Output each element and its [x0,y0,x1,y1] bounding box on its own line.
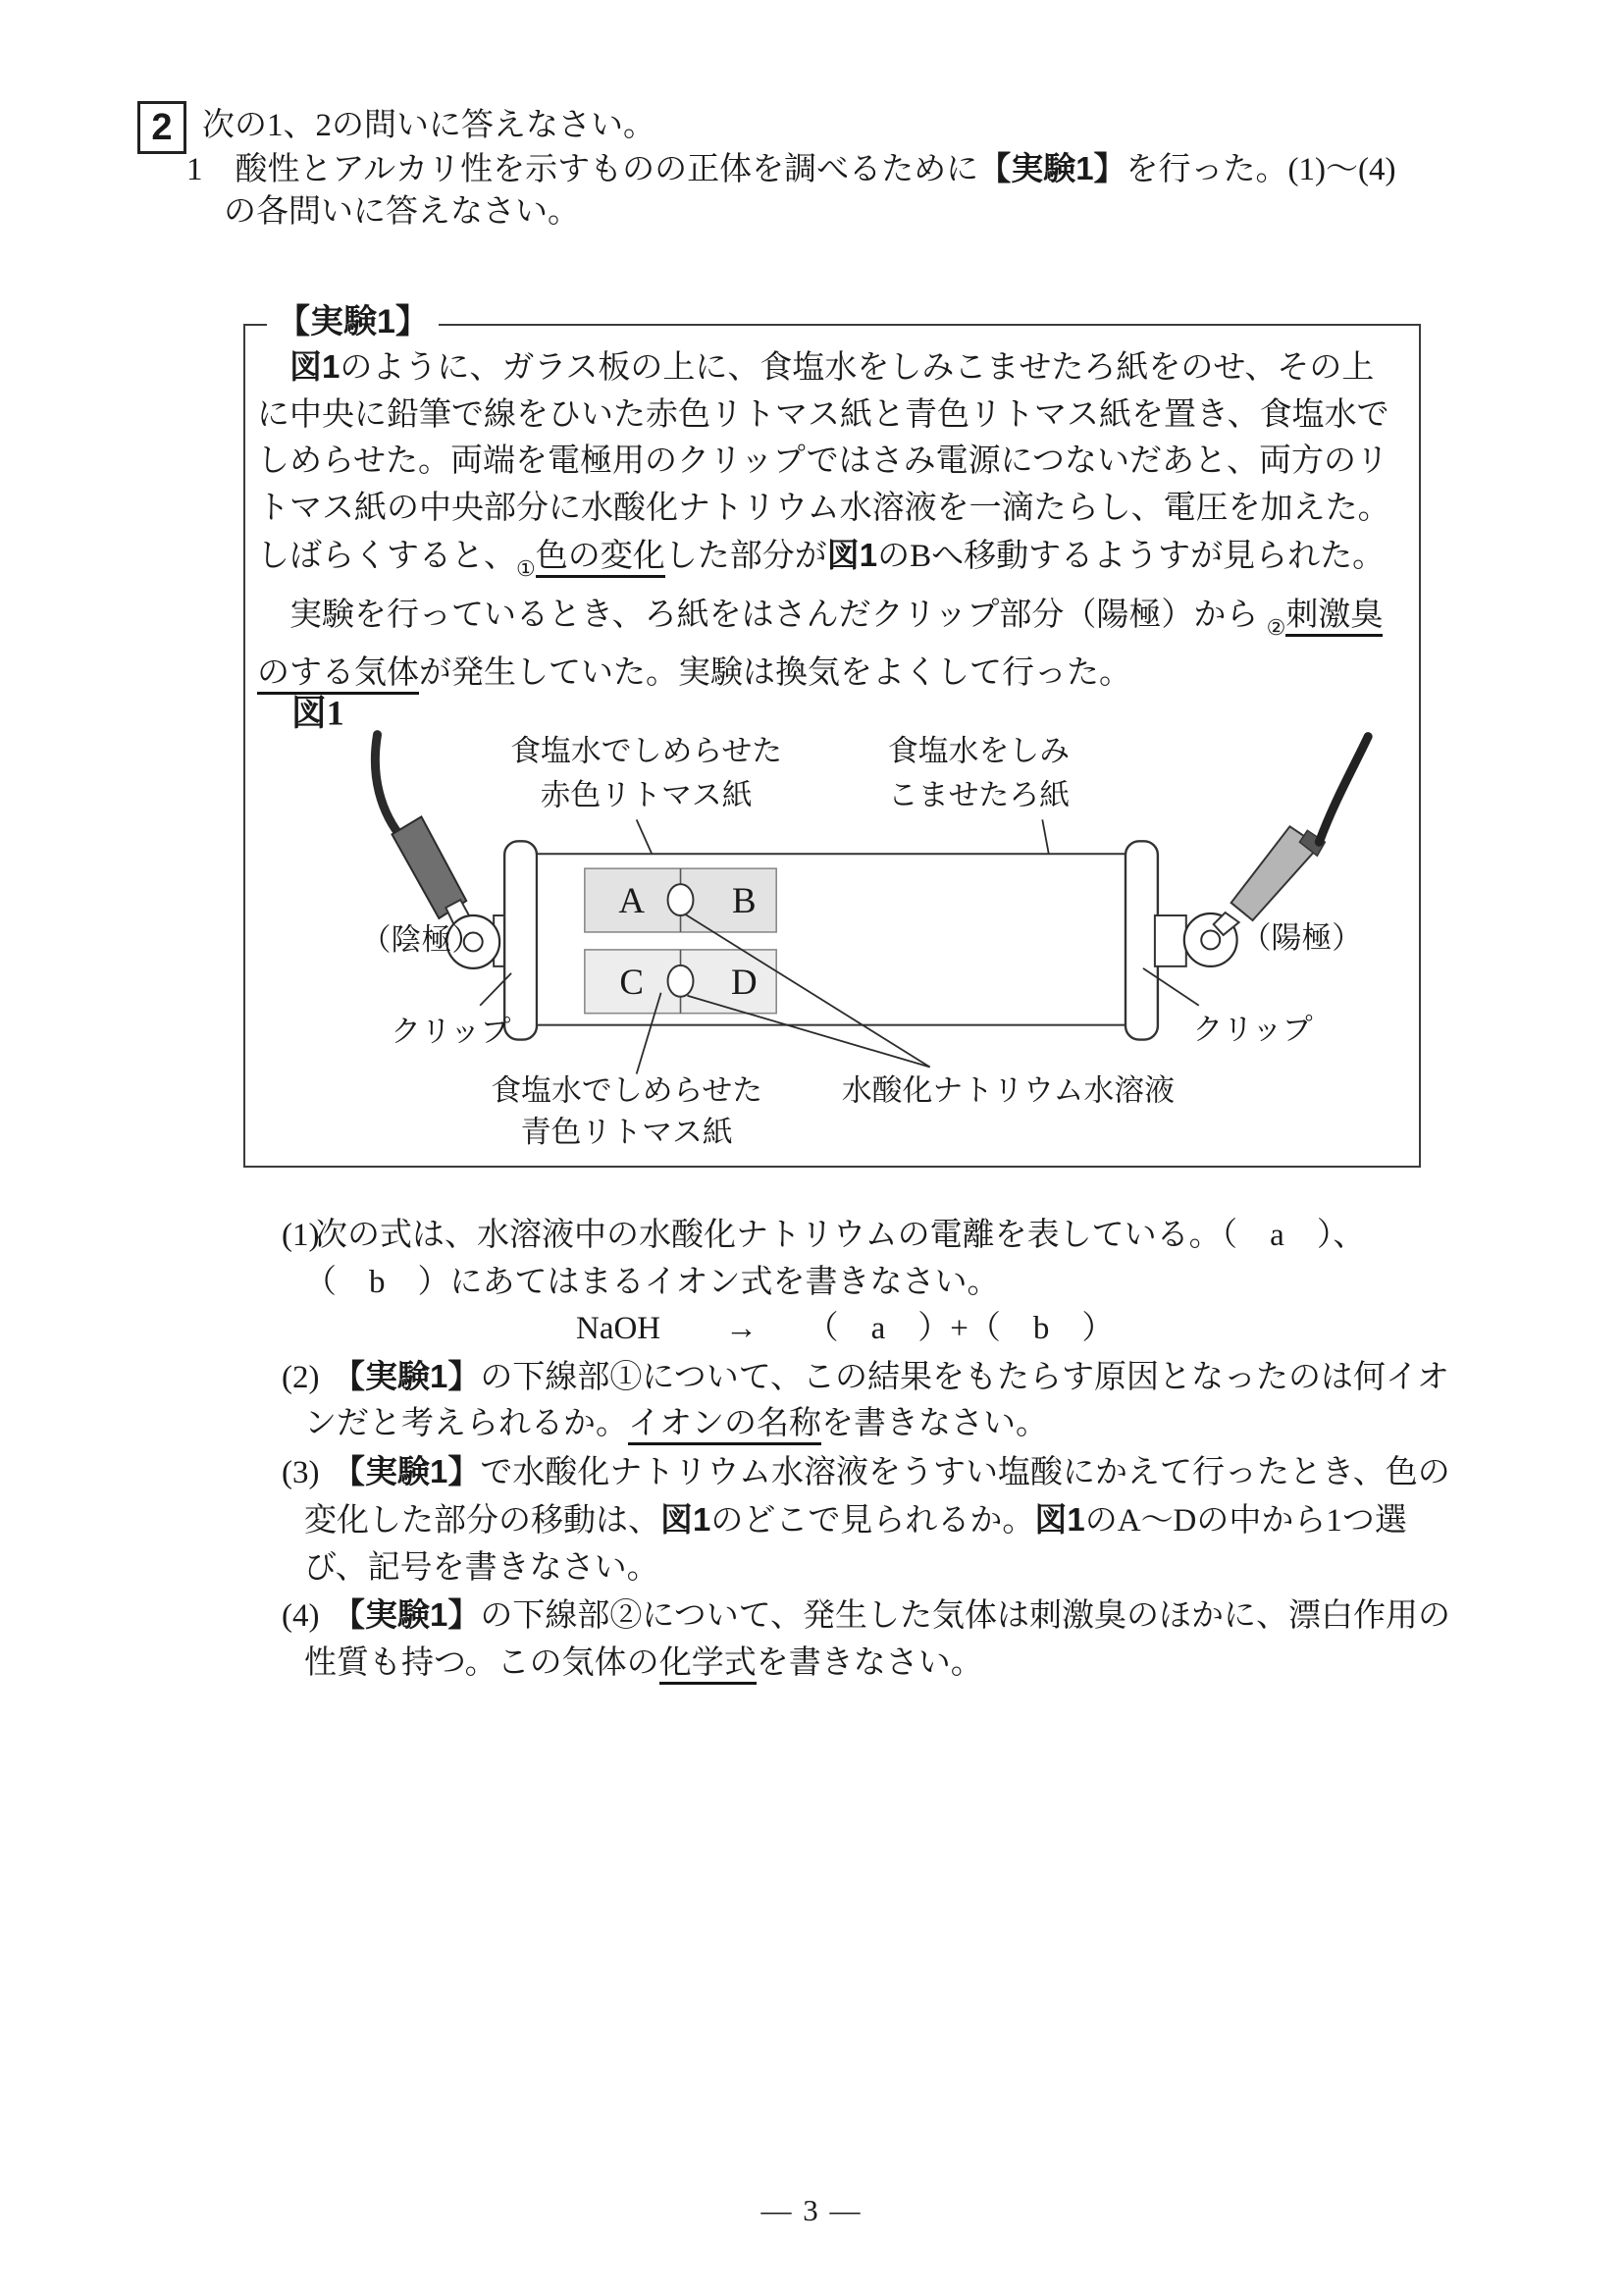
experiment-line-6 [257,593,1407,652]
region-label-D: D [730,961,758,1002]
text: のどこで見られるか。 [710,1503,1035,1539]
blue-litmus-label-line1: 食塩水でしめらせた [491,1072,763,1108]
text: 変化した部分の移動は、 [304,1503,660,1539]
filter-paper-label-line2: こませたろ紙 [887,777,1071,812]
question-intro: 次の1、2の問いに答えなさい。 [202,108,655,143]
underlined-instruction: イオンの名称 [628,1406,821,1445]
underlined-phrase-2-cont: のする気体 [257,655,419,695]
experiment-line-5 [257,532,1407,593]
text: の下線部①について、この結果をもたらす原因となったのは何イオ [480,1359,1450,1395]
question-2-line2 [282,1401,1459,1448]
text [257,350,289,386]
subquestion-1-line2: の各問いに答えなさい。 [224,194,580,230]
experiment-reference: 【実験1】 [333,1357,481,1394]
text: を書きなさい。 [821,1406,1049,1441]
underline-mark-2: ② [1266,614,1286,640]
experiment-reference: 【実験1】 [333,1452,481,1489]
subquestion-1-text-pre: 酸性とアルカリ性を示すものの正体を調べるために [202,152,979,187]
question-1-line1 [282,1213,1459,1260]
right-end-cap [1126,841,1158,1039]
question-3-line1 [282,1448,1459,1497]
experiment-line-3: しめらせた。両端を電極用のクリップではさみ電源につないだあと、両方のリ [257,444,1389,479]
figure-title: 図1 [290,693,344,733]
naoh-drop-bottom [668,965,694,997]
experiment-description [257,343,1407,698]
page-number: — 3 — [760,2193,863,2227]
region-label-C: C [619,961,644,1002]
text: 性質も持つ。この気体の [304,1644,659,1681]
experiment-line-2: に中央に鉛筆で線をひいた赤色リトマス紙と青色リトマス紙を置き、食塩水で [257,396,1389,433]
text: 実験を行っているとき、ろ紙をはさんだクリップ部分（陽極）から [257,597,1267,633]
text: の下線部②について、発生した気体は刺激臭のほかに、漂白作用の [480,1598,1451,1634]
filter-paper-label-line1: 食塩水をしみ [887,733,1071,768]
region-label-A: A [618,880,645,921]
figure-reference: 図1 [826,537,878,573]
experiment-line-4: トマス紙の中央部分に水酸化ナトリウム水溶液を一滴たらし、電圧を加えた。 [257,490,1390,526]
experiment-reference: 【実験1】 [333,1596,481,1633]
text: しばらくすると、 [257,539,516,574]
naoh-solution-label: 水酸化ナトリウム水溶液 [841,1072,1176,1108]
blue-litmus-label-line2: 青色リトマス紙 [520,1115,733,1150]
subquestion-1-line1 [186,147,1396,191]
text: のように、ガラス板の上に、食塩水をしみこませたろ紙をのせ、その上 [340,350,1375,386]
text: のBへ移動するようすが見られた。 [877,539,1386,574]
question-2-number: (2) [282,1359,320,1395]
question-3-line2 [282,1496,1459,1545]
question-4-line2 [282,1641,1459,1688]
right-connector-tab [1155,915,1186,966]
text: ンだと考えられるか。 [304,1406,628,1441]
question-1-line2: （ b ）にあてはまるイオン式を書きなさい。 [304,1264,1000,1300]
naoh-drop-top [668,884,694,915]
region-label-B: B [732,880,757,921]
text: を書きなさい。 [756,1644,983,1681]
anode-label: （陽極） [1240,919,1363,955]
question-number-box: 2 [137,101,186,154]
text: のA～Dの中から1つ選 [1084,1503,1407,1539]
question-4-number: (4) [282,1598,320,1634]
text: 次の式は、水溶液中の水酸化ナトリウムの電離を表している。（ a ）、 [315,1218,1366,1253]
text: で水酸化ナトリウム水溶液をうすい塩酸にかえて行ったとき、色の [480,1454,1450,1490]
left-wire [375,735,403,841]
left-clip-label: クリップ [391,1014,511,1049]
cathode-label: （陰極） [360,921,483,957]
right-wire [1319,737,1368,843]
underlined-phrase-2: 刺激臭 [1285,598,1383,637]
figure-reference: 図1 [660,1501,711,1538]
text: が発生していた。実験は換気をよくして行った。 [419,655,1131,691]
underlined-instruction: 化学式 [659,1645,757,1685]
question-1-number: (1) [282,1218,320,1253]
red-litmus-label-line1: 食塩水でしめらせた [510,733,783,768]
question-3-line3: び、記号を書きなさい。 [304,1549,659,1586]
figure-1-diagram [245,677,1419,1168]
right-clip-label: クリップ [1192,1012,1313,1047]
questions-list [282,1213,1459,1687]
underlined-phrase-1: 色の変化 [536,539,665,578]
experiment-reference: 【実験1】 [978,150,1126,186]
experiment-box-title: 【実験1】 [267,300,439,343]
figure-reference: 図1 [1034,1501,1085,1538]
experiment-box [243,303,1421,1168]
question-1-equation: NaOH → （ a ）+（ b ） [576,1311,1115,1346]
question-2-line1 [282,1353,1459,1402]
text: した部分が [664,539,827,574]
right-ring-hole [1201,930,1220,949]
experiment-line-1 [257,343,1407,392]
figure-reference: 図1 [289,348,340,385]
red-litmus-label-line2: 赤色リトマス紙 [540,777,753,812]
underline-mark-1: ① [516,556,536,581]
subquestion-1-number: 1 [186,152,203,187]
left-end-cap [504,841,537,1039]
question-3-number: (3) [282,1454,320,1490]
question-4-line1 [282,1592,1459,1641]
subquestion-1-text-post: を行った。(1)～(4) [1126,152,1396,187]
